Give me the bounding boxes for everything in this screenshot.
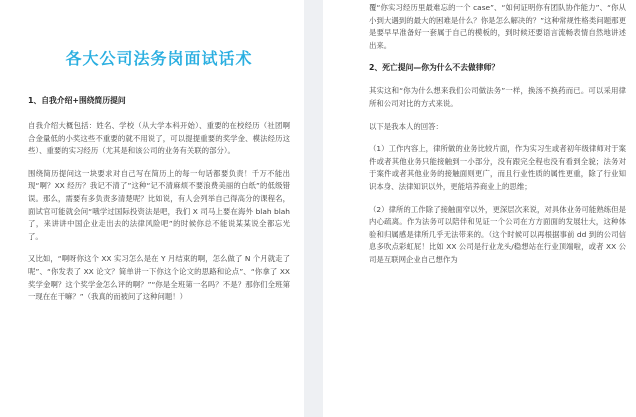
paragraph-examples: 又比如，“啊呀你这个 XX 实习怎么是在 Y 月结束的啊，怎么做了 N 个月就走了呢”、“你发表了 XX 论文？简单讲一下你这个论文的思路和论点”、“你拿了 XX 奖学金啊？这个奖学金怎么评的啊？”“你是全班第一名吗？不是？那你们全班第一现在在干嘛？”（我真的而被问了这种问题！） <box>28 254 290 302</box>
document-title: 各大公司法务岗面试话术 <box>65 49 253 68</box>
section-heading-2: 2、死亡提问—你为什么不去做律师？ <box>369 63 500 73</box>
paragraph-answer-intro: 以下是我本人的回答： <box>369 121 443 131</box>
paragraph-continued: 覆“你实习经历里最难忘的一个 case”、“如何证明你有团队协作能力”、“你从小到大遇到的最大的困难是什么？你是怎么解决的？”这种常规性格类问题那更是要早早准备好一套属于自己的模板的，到时候还要语言流畅表情自然地讲述出来。 <box>369 3 626 50</box>
paragraph-point-2: （2）律所的工作除了接触面窄以外，更深层次来说，对具体业务可能熟练但是内心疏离。作为法务可以陪伴和见证一个公司在方方面面的发展壮大，这种体验和归属感是律所几乎无法带来的。（这个时候可以再根据事前 dd 到的公司信息多吹点彩虹屁！比如 XX 公司是行业龙头/稳想站在行业顶端啦，或者 XX 公司是互联网企业自己想作为 <box>369 204 626 264</box>
document-page-right <box>323 0 636 417</box>
section-heading-1: 1、自我介绍+围绕简历提问 <box>28 96 126 105</box>
paragraph-compare: 其实这和“你为什么想来我们公司做法务”一样，换汤不换药而已。可以采用律所和公司对比的方式来说。 <box>369 86 626 108</box>
paragraph-resume-questions: 围绕简历提问这一块要求对自己写在简历上的每一句话都要负责！千万不能出现“啊？XX 经历？我记不清了”这种“记不清麻烦不要浪费美丽的白纸”的低级错误。那么，需要有多负责多清楚呢？比如说，有人会列举自己得高分的课程名，面试官可能就会问“哦学过国际投资法是吧，我们 X 司马上要在海外 blah blah 了，来讲讲中国企业走出去的法律风险吧”的时候你总不能说某某说全都忘光了。 <box>28 168 290 241</box>
document-page-left <box>0 0 304 417</box>
paragraph-self-intro: 自我介绍大概包括：姓名、学校（从大学本科开始）、重要的在校经历（社团啊合金量低的小奖这些不重要的就不用说了，可以提提重要的奖学金、模法经历这些）、重要的实习经历（尤其是和该公司的业务有关联的部分）。 <box>28 121 290 156</box>
paragraph-point-1: （1）工作内容上，律所做的业务比较片面，作为实习生或者初年级律师对于案件或者其他业务只能接触到一小部分，没有跟完全程也没有看到全貌；法务对于案件或者其他业务的接触面则更广，而且行业性质的属性更重，除了行业知识本身、法律知识以外，更能培养商业上的思维； <box>369 144 626 191</box>
